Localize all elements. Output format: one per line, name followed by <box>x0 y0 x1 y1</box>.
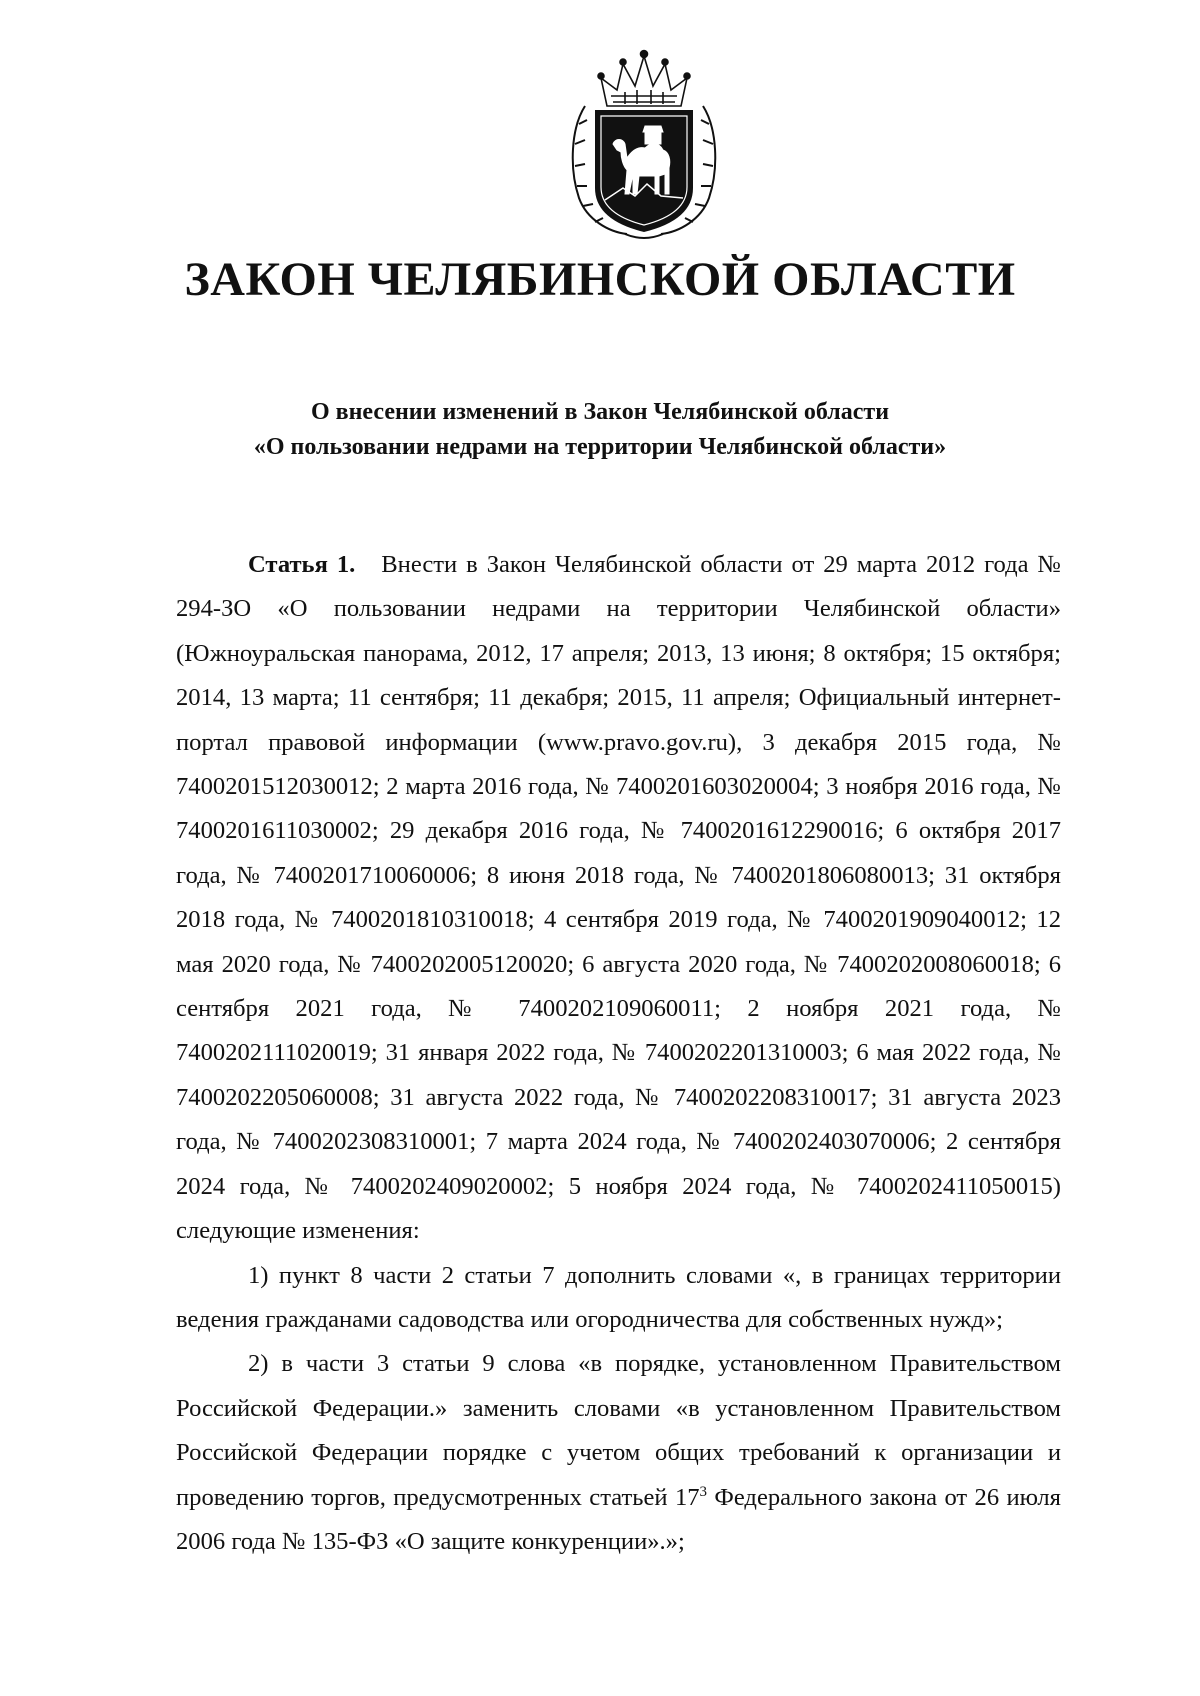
article-1-intro-text: Внести в Закон Челябинской области от 29 марта 2012 года № 294-ЗО «О пользовании недрами на территории Челябинской области» (Южноуральская панорама, 2012, 17 апреля; 2013, 13 июня; 8 октября; 15 октября; 2014, 13 марта; 11 сентября; 11 декабря; 2015, 11 апреля; Официальный интернет-портал правовой информации (www.pravo.gov.ru), 3 декабря 2015 года, № 7400201512030012; 2 марта 2016 года, № 7400201603020004; 3 ноября 2016 года, № 7400201611030002; 29 декабря 2016 года, № 7400201612290016; 6 октября 2017 года, № 7400201710060006; 8 июня 2018 года, № 7400201806080013; 31 октября 2018 года, № 7400201810310018; 4 сентября 2019 года, № 7400201909040012; 12 мая 2020 года, № 7400202005120020; 6 августа 2020 года, № 7400202008060018; 6 сентября 2021 года, № 7400202109060011; 2 ноября 2021 года, № 7400202111020019; 31 января 2022 года, № 7400202201310003; 6 мая 2022 года, № 7400202205060008; 31 августа 2022 года, № 7400202208310017; 31 августа 2023 года, № 7400202308310001; 7 марта 2024 года, № 7400202403070006; 2 сентября 2024 года, № 7400202409020002; 5 ноября 2024 года, № 7400202411050015) следующие изменения: <box>176 551 1061 1245</box>
subtitle-line-2: «О пользовании недрами на территории Челябинской области» <box>253 434 947 460</box>
item-2-superscript: 3 <box>699 1483 708 1500</box>
subtitle-line-1: О внесении изменений в Закон Челябинской области <box>310 399 890 425</box>
page-title: ЗАКОН ЧЕЛЯБИНСКОЙ ОБЛАСТИ <box>184 253 1016 306</box>
emblem <box>565 48 723 243</box>
article-1-item-2 <box>176 1342 1061 1564</box>
article-1-intro-paragraph <box>176 543 1061 1254</box>
article-number: Статья 1. <box>248 551 356 578</box>
item-2-text-part-2: Федерального закона от 26 июля 2006 года № 135-ФЗ «О защите конкуренции».»; <box>176 1483 1061 1555</box>
article-1 <box>176 543 1061 1564</box>
chelyabinsk-coat-of-arms-icon <box>565 48 723 243</box>
item-2-text-part-1: 2) в части 3 статьи 9 слова «в порядке, установленном Правительством Российской Федерации.» заменить словами «в установленном Правительством Российской Федерации порядке с учетом общих требований к организации и проведению торгов, предусмотренных статьей 17 <box>176 1350 1061 1511</box>
document-subtitle <box>0 395 1200 465</box>
article-1-item-1: 1) пункт 8 части 2 статьи 7 дополнить словами «, в границах территории ведения гражданами садоводства или огородничества для собственных нужд»; <box>176 1261 1061 1333</box>
